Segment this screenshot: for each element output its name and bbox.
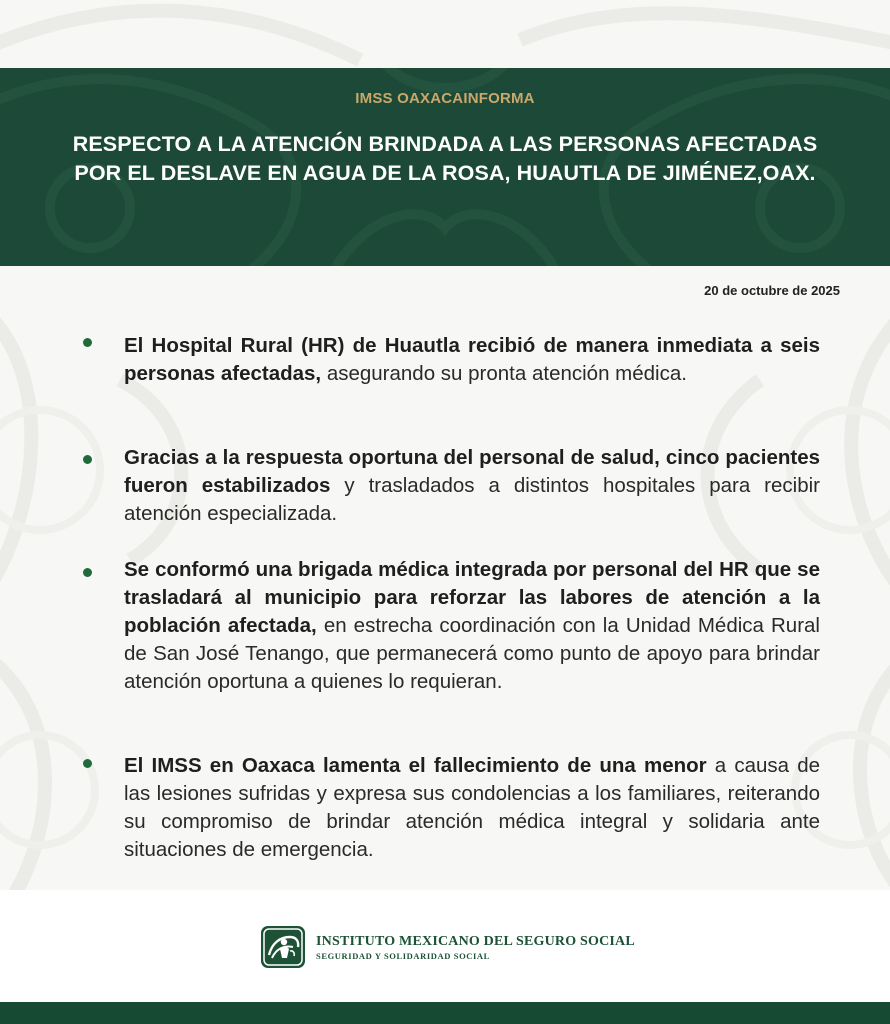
page-title [20,130,870,188]
list-item-bold: Gracias a la respuesta oportuna del personal de salud, cinco pacientes fueron estabilizados [124,446,820,497]
header-banner [0,68,890,266]
institution-tagline: SEGURIDAD Y SOLIDARIDAD SOCIAL [316,950,490,961]
list-item-text: en estrecha coordinación con la Unidad Médica Rural de San José Tenango, que permanecerá como punto de apoyo para brindar atención oportuna a quienes lo requieran. [124,614,820,693]
list-item-text: asegurando su pronta atención médica. [321,362,687,385]
list-item-text: a causa de las lesiones sufridas y expresa sus condolencias a los familiares, reiterando su compromiso de brindar atención médica integral y solidaria ante situaciones de emergencia. [124,754,821,861]
list-item [124,556,820,696]
title-line-1: RESPECTO A LA ATENCIÓN BRINDADA A LAS PERSONAS AFECTADAS [72,132,818,156]
date: 20 de octubre de 2025 [704,283,840,298]
imss-logo-icon [260,925,306,969]
bullet-dot [83,759,92,768]
kicker: IMSS OAXACAINFORMA [355,90,535,107]
logo-text [316,934,635,961]
title-line-2: POR EL DESLAVE EN AGUA DE LA ROSA, HUAUTLA DE JIMÉNEZ,OAX. [74,161,816,185]
imss-logo [260,925,635,969]
list-item [124,332,820,388]
bullet-dot [83,338,92,347]
institution-name: INSTITUTO MEXICANO DEL SEGURO SOCIAL [316,933,635,949]
list-item [124,752,820,864]
list-item-text: y trasladados a distintos hospitales para recibir atención especializada. [124,474,820,525]
list-item-bold: Se conformó una brigada médica integrada por personal del HR que se trasladará al municipio para reforzar las labores de atención a la población afectada, [124,558,820,637]
list-item-bold: El Hospital Rural (HR) de Huautla recibió de manera inmediata a seis personas afectadas, [124,334,820,385]
bottom-bar [0,1002,890,1024]
list-item [124,444,820,528]
bullet-dot [83,455,92,464]
list-item-bold: El IMSS en Oaxaca lamenta el fallecimiento de una menor [124,754,707,777]
bullet-dot [83,568,92,577]
